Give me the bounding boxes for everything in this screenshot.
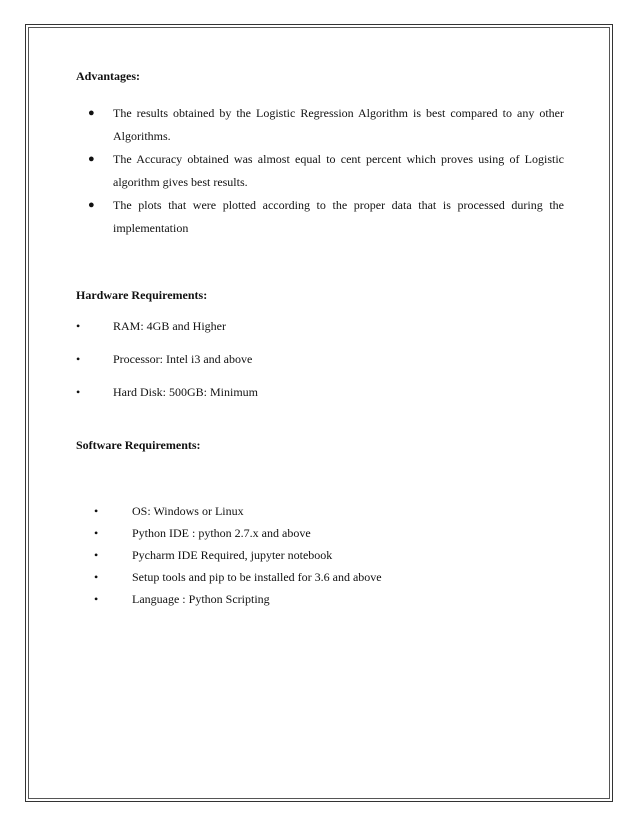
bullet-icon: • xyxy=(76,352,81,366)
hardware-item-text: Hard Disk: 500GB: Minimum xyxy=(113,385,259,399)
software-item-text: Pycharm IDE Required, jupyter notebook xyxy=(132,548,333,562)
advantages-item-text: The results obtained by the Logistic Regression Algorithm is best compared to any other Algorithms. xyxy=(113,106,564,143)
software-list xyxy=(76,503,564,607)
bullet-icon: ● xyxy=(88,153,95,165)
software-item xyxy=(76,569,564,585)
document-content xyxy=(76,68,564,613)
bullet-icon: ● xyxy=(88,199,95,211)
advantages-list xyxy=(76,102,564,240)
software-item-text: Python IDE : python 2.7.x and above xyxy=(132,526,311,540)
bullet-icon: • xyxy=(76,385,81,399)
bullet-icon: • xyxy=(94,548,99,562)
hardware-list xyxy=(76,318,564,400)
software-item xyxy=(76,591,564,607)
software-item-text: OS: Windows or Linux xyxy=(132,504,244,518)
hardware-item xyxy=(76,351,564,367)
bullet-icon: • xyxy=(94,504,99,518)
advantages-item xyxy=(76,102,564,148)
software-item-text: Setup tools and pip to be installed for 3.6 and above xyxy=(132,570,382,584)
bullet-icon: • xyxy=(76,319,81,333)
software-item xyxy=(76,503,564,519)
software-item-text: Language : Python Scripting xyxy=(132,592,270,606)
bullet-icon: • xyxy=(94,570,99,584)
advantages-item xyxy=(76,194,564,240)
hardware-item xyxy=(76,384,564,400)
software-heading: Software Requirements: xyxy=(76,438,201,452)
bullet-icon: • xyxy=(94,526,99,540)
advantages-item xyxy=(76,148,564,194)
bullet-icon: ● xyxy=(88,107,95,119)
hardware-heading: Hardware Requirements: xyxy=(76,288,208,302)
advantages-item-text: The plots that were plotted according to the proper data that is processed during the implementation xyxy=(113,198,564,235)
hardware-item xyxy=(76,318,564,334)
hardware-item-text: Processor: Intel i3 and above xyxy=(113,352,253,366)
hardware-item-text: RAM: 4GB and Higher xyxy=(113,319,226,333)
software-item xyxy=(76,547,564,563)
advantages-item-text: The Accuracy obtained was almost equal to cent percent which proves using of Logistic algorithm gives best results. xyxy=(113,152,564,189)
software-item xyxy=(76,525,564,541)
bullet-icon: • xyxy=(94,592,99,606)
advantages-heading: Advantages: xyxy=(76,69,141,83)
